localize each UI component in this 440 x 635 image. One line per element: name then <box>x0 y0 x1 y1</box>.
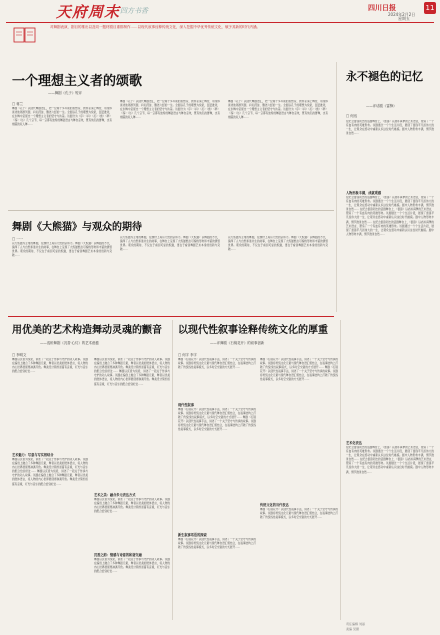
paper-name: 四川日报 <box>368 4 396 12</box>
article3-col-b: 在纪念雷锋同志的话剧舞台上，《雷锋》以质朴真挚的艺术语言，塑造了一个有血有肉的英雄形象。该剧通过一个个生活片段，展现了雷锋平凡而伟大的一生，让观众在感动中重新认识这位时代楷模。剧中人物形象丰满，情节推进自然…… 在纪念雷锋同志的话剧舞台上，《雷锋》以质朴真挚的艺术语言，塑造了一个有血有肉的英雄形象。该剧通过一个个生活片段，展现了雷锋平凡而伟大的一生，让观众在感动中重新认识这位时代楷模。剧中人物形象丰满，情节推进自然…… 在纪念雷锋同志的话剧舞台上，《雷锋》以质朴真挚的艺术语言，塑造了一个有血有肉的英雄形象。该剧通过一个个生活片段，展现了雷锋平凡而伟大的一生，让观众在感动中重新认识这位时代楷模。剧中人物形象丰满，情节推进自然…… <box>346 196 434 236</box>
article4-col1a: 舞剧以沉香为线索，讲述了一段关于传承与守护的动人故事。该剧在编创上融合了多种舞蹈元素，舞者以优美的肢体语言，将人物的内心世界展现得淋漓尽致。舞美设计简约而富有意境，灯光与音乐的配合恰到好处…… <box>12 358 88 374</box>
article5-section1: 现代性叙事 <box>178 403 194 407</box>
article4-subtitle: ——浅析舞剧《沉香·心灯》的艺术意蕴 <box>40 341 99 345</box>
article2-col1: 以大熊猫为主角的舞剧，在题材上具有天然的亲和力。舞剧《大熊猫》以舞蹈的方式，演绎了人与自然和谐共生的故事，在舞台上呈现了大熊猫憨态可掬的形象和丰富的情感世界。观众的期待，不仅在于看到可爱的熊猫，更在于看到舞剧艺术本身的创新与突破…… <box>12 242 112 258</box>
article5-title: 以现代性叙事诠释传统文化的厚重 <box>178 325 328 336</box>
footer-editor: 责任编辑 刘丽 <box>346 622 365 626</box>
article3-section2: 艺术化表达 <box>346 441 362 445</box>
article2-col2: 以大熊猫为主角的舞剧，在题材上具有天然的亲和力。舞剧《大熊猫》以舞蹈的方式，演绎了人与自然和谐共生的故事，在舞台上呈现了大熊猫憨态可掬的形象和丰富的情感世界。观众的期待，不仅在于看到可爱的熊猫，更在于看到舞剧艺术本身的创新与突破…… <box>120 236 220 252</box>
masthead-rule <box>6 22 434 23</box>
article4-col1b: 舞剧以沉香为线索，讲述了一段关于传承与守护的动人故事。该剧在编创上融合了多种舞蹈元素，舞者以优美的肢体语言，将人物的内心世界展现得淋漓尽致。舞美设计简约而富有意境，灯光与音乐的配合恰到好处…… 舞剧以沉香为线索，讲述了一段关于传承与守护的动人故事。该剧在编创上融合了多种舞蹈元素，舞者以优美的肢体语言，将人物的内心世界展现得淋漓尽致。舞美设计简约而富有意境，灯光与音乐的配合恰到好处…… <box>12 458 88 486</box>
article2-title: 舞剧《大熊猫》与观众的期待 <box>12 222 142 233</box>
article4-section2: 艺术之美：融合多元表达方式 <box>94 493 136 497</box>
article3-title: 永不褪色的记忆 <box>346 70 423 83</box>
article4-col2a: 舞剧以沉香为线索，讲述了一段关于传承与守护的动人故事。该剧在编创上融合了多种舞蹈元素，舞者以优美的肢体语言，将人物的内心世界展现得淋漓尽致。舞美设计简约而富有意境，灯光与音乐的配合恰到好处…… 舞剧以沉香为线索，讲述了一段关于传承与守护的动人故事。该剧在编创上融合了多种舞蹈元素，舞者以优美的肢体语言，将人物的内心世界展现得淋漓尽致。舞美设计简约而富有意境，灯光与音乐的配合恰到好处…… <box>94 358 170 386</box>
article3-section1: 人物形象丰满，成就观感 <box>346 191 382 195</box>
article1-col2: 舞剧《孔子》以现代舞剧语汇，把一位两千多年前的思想家、教育家请上舞台，用身体讲述他周游列国、问礼授徒、删述六经的一生。全剧以孔子的理想为线索，层层推进，在乐舞中呈现出一个理想主义者的坚守与执着。该剧分为《序》《问》《厄》《绝》《梦》《殇》《乐》几个章节，每一章都有独特的舞蹈语言与舞台意象，既有恢弘的群舞，也有细腻的双人舞…… <box>120 100 220 120</box>
article2-byline: □ 一一 <box>12 237 24 241</box>
article3-col-a: 在纪念雷锋同志的话剧舞台上，《雷锋》以质朴真挚的艺术语言，塑造了一个有血有肉的英雄形象。该剧通过一个个生活片段，展现了雷锋平凡而伟大的一生，让观众在感动中重新认识这位时代楷模。剧中人物形象丰满，情节推进自然…… <box>346 120 434 136</box>
article4-title: 用优美的艺术构造舞动灵魂的颤音 <box>12 325 162 336</box>
masthead-subtitle: 四方书香 <box>120 7 148 15</box>
intro-text: 对舞剧表演，剧目的推出以及同一题材剧目重排制作……以现代叙事诠释传统文化，深入挖掘中华优秀传统文化，赋予其新的时代内涵。 <box>50 25 260 29</box>
footer-designer: 美编 吴薇 <box>346 627 359 631</box>
article3-subtitle: ——评话剧《雷锋》 <box>366 104 397 108</box>
article4-col2c: 舞剧以沉香为线索，讲述了一段关于传承与守护的动人故事。该剧在编创上融合了多种舞蹈元素，舞者以优美的肢体语言，将人物的内心世界展现得淋漓尽致。舞美设计简约而富有意境，灯光与音乐的配合恰到好处…… <box>94 558 170 574</box>
masthead <box>0 0 440 20</box>
column-divider <box>336 62 337 312</box>
masthead-title: 天府周末 <box>56 3 121 21</box>
lower-rule <box>8 316 334 317</box>
article5-subtitle: ——评舞剧《石镜花开》的叙事创新 <box>210 341 265 345</box>
article4-section1: 艺术魅力：写意与写实相结合 <box>12 453 54 457</box>
section-divider <box>8 210 334 211</box>
lower-column-divider <box>172 320 173 620</box>
article5-section2: 传统文化的当代表达 <box>260 503 289 507</box>
issue-weekday: 星期五 <box>398 16 410 21</box>
article5-col1b: 舞剧《石镜花开》以现代性叙事手法，讲述了一个关于坚守与传承的故事。该剧将传统文化元素与现代舞台语汇相结合，在叙事结构上打破了传统线性叙事模式，以多时空交错的方式展开…… 舞剧《石镜花开》以现代性叙事手法，讲述了一个关于坚守与传承的故事。该剧将传统文化元素与现代舞台语汇相结合，在叙事结构上打破了传统线性叙事模式，以多时空交错的方式展开…… <box>178 408 256 432</box>
article5-col2b: 舞剧《石镜花开》以现代性叙事手法，讲述了一个关于坚守与传承的故事。该剧将传统文化元素与现代舞台语汇相结合，在叙事结构上打破了传统线性叙事模式，以多时空交错的方式展开…… <box>260 508 338 520</box>
article1-col1: 舞剧《孔子》以现代舞剧语汇，把一位两千多年前的思想家、教育家请上舞台，用身体讲述他周游列国、问礼授徒、删述六经的一生。全剧以孔子的理想为线索，层层推进，在乐舞中呈现出一个理想主义者的坚守与执着。该剧分为《序》《问》《厄》《绝》《梦》《殇》《乐》几个章节，每一章都有独特的舞蹈语言与舞台意象，既有恢弘的群舞，也有细腻的双人舞…… <box>12 107 112 127</box>
page-number: 11 <box>425 4 435 12</box>
article1-byline: □ 蒋兰 <box>12 102 24 106</box>
article5-col1c: 舞剧《石镜花开》以现代性叙事手法，讲述了一个关于坚守与传承的故事。该剧将传统文化元素与现代舞台语汇相结合，在叙事结构上打破了传统线性叙事模式，以多时空交错的方式展开…… <box>178 538 256 550</box>
article1-title: 一个理想主义者的颂歌 <box>12 74 143 89</box>
article5-col1a: 舞剧《石镜花开》以现代性叙事手法，讲述了一个关于坚守与传承的故事。该剧将传统文化元素与现代舞台语汇相结合，在叙事结构上打破了传统线性叙事模式，以多时空交错的方式展开…… <box>178 358 256 370</box>
article1-col3: 舞剧《孔子》以现代舞剧语汇，把一位两千多年前的思想家、教育家请上舞台，用身体讲述他周游列国、问礼授徒、删述六经的一生。全剧以孔子的理想为线索，层层推进，在乐舞中呈现出一个理想主义者的坚守与执着。该剧分为《序》《问》《厄》《绝》《梦》《殇》《乐》几个章节，每一章都有独特的舞蹈语言与舞台意象，既有恢弘的群舞，也有细腻的双人舞…… <box>228 100 328 120</box>
article5-col2a: 舞剧《石镜花开》以现代性叙事手法，讲述了一个关于坚守与传承的故事。该剧将传统文化元素与现代舞台语汇相结合，在叙事结构上打破了传统线性叙事模式，以多时空交错的方式展开…… 舞剧《石镜花开》以现代性叙事手法，讲述了一个关于坚守与传承的故事。该剧将传统文化元素与现代舞台语汇相结合，在叙事结构上打破了传统线性叙事模式，以多时空交错的方式展开…… <box>260 358 338 382</box>
article1-subtitle: ——舞剧《孔子》短评 <box>48 91 82 95</box>
right-column-divider <box>340 320 341 620</box>
book-stamp-icon <box>10 24 40 54</box>
article2-col3: 以大熊猫为主角的舞剧，在题材上具有天然的亲和力。舞剧《大熊猫》以舞蹈的方式，演绎了人与自然和谐共生的故事，在舞台上呈现了大熊猫憨态可掬的形象和丰富的情感世界。观众的期待，不仅在于看到可爱的熊猫，更在于看到舞剧艺术本身的创新与突破…… <box>228 236 328 252</box>
article4-byline: □ 李明文 <box>12 353 27 357</box>
issue-date: 2024年2月2日 <box>388 12 416 17</box>
article5-section3: 新生叙事话语的探索 <box>178 533 207 537</box>
article5-byline: □ 何宇 李宇 <box>178 353 197 357</box>
article4-section3: 沉香之韵：情感与诗意的和谐交融 <box>94 553 142 557</box>
article3-col-c: 在纪念雷锋同志的话剧舞台上，《雷锋》以质朴真挚的艺术语言，塑造了一个有血有肉的英雄形象。该剧通过一个个生活片段，展现了雷锋平凡而伟大的一生，让观众在感动中重新认识这位时代楷模。剧中人物形象丰满，情节推进自然…… 在纪念雷锋同志的话剧舞台上，《雷锋》以质朴真挚的艺术语言，塑造了一个有血有肉的英雄形象。该剧通过一个个生活片段，展现了雷锋平凡而伟大的一生，让观众在感动中重新认识这位时代楷模。剧中人物形象丰满，情节推进自然…… <box>346 446 434 474</box>
article4-col2b: 舞剧以沉香为线索，讲述了一段关于传承与守护的动人故事。该剧在编创上融合了多种舞蹈元素，舞者以优美的肢体语言，将人物的内心世界展现得淋漓尽致。舞美设计简约而富有意境，灯光与音乐的配合恰到好处…… <box>94 498 170 514</box>
article3-byline: □ 何迅 <box>346 114 358 118</box>
